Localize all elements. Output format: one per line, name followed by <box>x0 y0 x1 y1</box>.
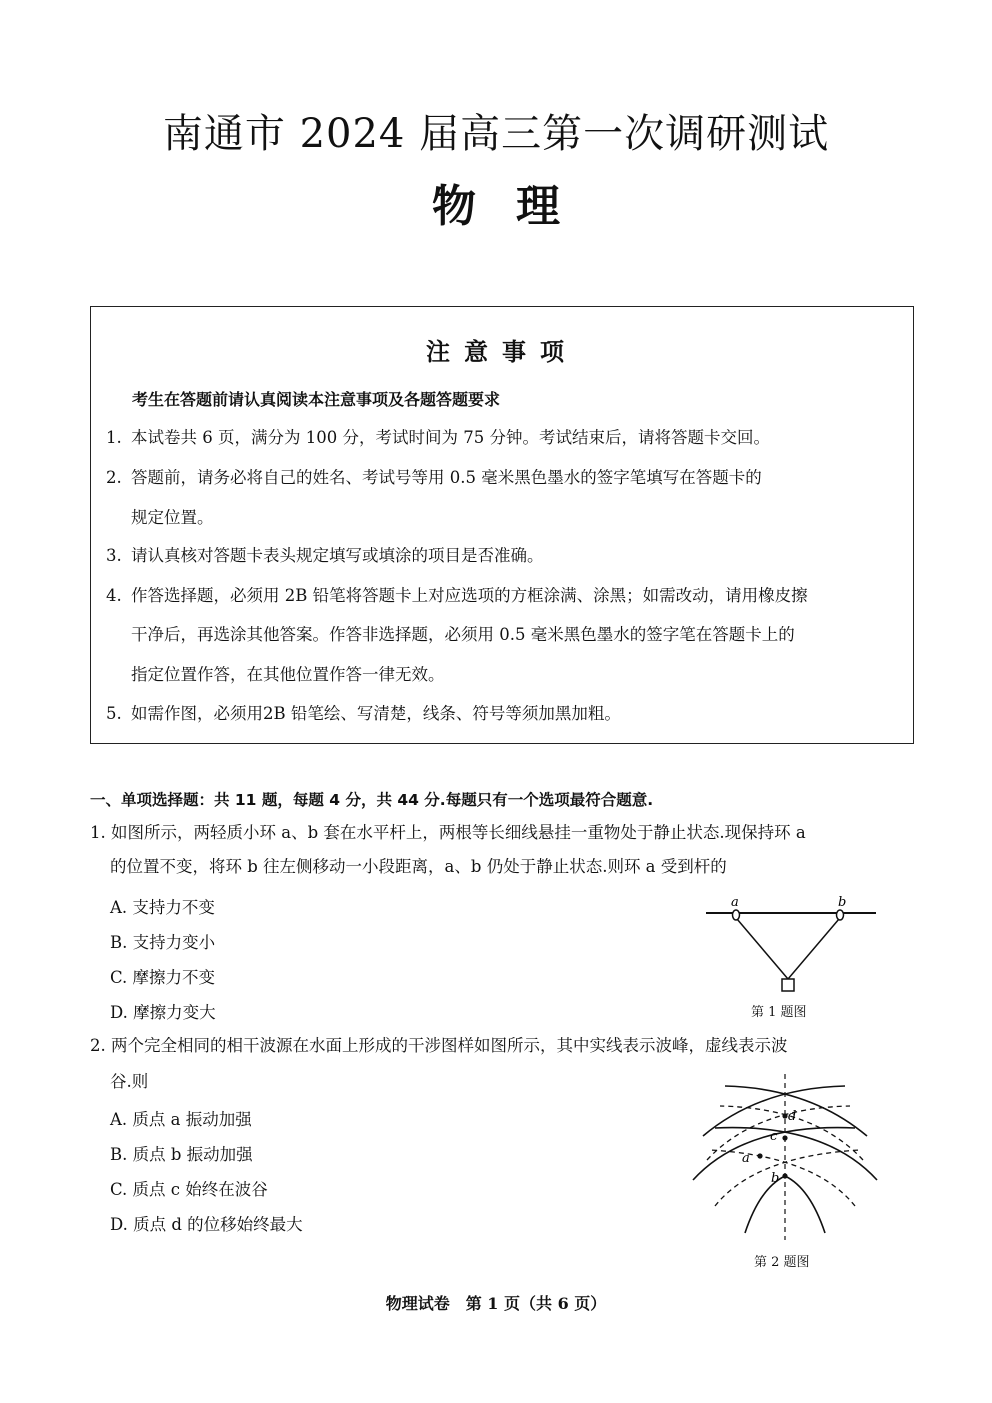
notice-intro: 考生在答题前请认真阅读本注意事项及各题答题要求 <box>132 390 501 409</box>
question-stem-line: 2. 两个完全相同的相干波源在水面上形成的干涉图样如图所示，其中实线表示波峰，虚线表示波 <box>90 1036 788 1055</box>
figure-1-rod-rings-weight <box>700 893 880 993</box>
point-c <box>782 1135 787 1140</box>
notice-line <box>106 665 445 685</box>
notice-line-text: 答题前，请务必将自己的姓名、考试号等用 0.5 毫米黑色墨水的签字笔填写在答题卡的 <box>131 468 762 487</box>
notice-line-text: 如需作图，必须用2B 铅笔绘、写清楚，线条、符号等须加黑加粗。 <box>131 704 621 723</box>
notice-line-number: 3. <box>106 546 122 565</box>
crest-line <box>715 1128 877 1180</box>
notice-line <box>106 546 544 566</box>
exam-title: 南通市 2024 届高三第一次调研测试 <box>162 111 830 157</box>
subject-title: 物理 <box>432 181 600 232</box>
option-b: B. 质点 b 振动加强 <box>110 1145 253 1164</box>
notice-line-number: 1. <box>106 428 122 447</box>
figure-caption: 第 2 题图 <box>754 1255 810 1270</box>
notice-line <box>106 704 621 724</box>
string-left <box>737 919 788 979</box>
notice-title: 注意事项 <box>426 338 578 366</box>
point-d <box>782 1113 787 1118</box>
question-stem-line: 的位置不变，将环 b 往左侧移动一小段距离，a、b 仍处于静止状态.则环 a 受到杆的 <box>110 857 727 876</box>
label-b: b <box>838 895 847 910</box>
option-a: A. 支持力不变 <box>110 898 215 917</box>
notice-line <box>106 508 214 528</box>
notice-line-text: 指定位置作答，在其他位置作答一律无效。 <box>131 665 445 684</box>
section-heading: 一、单项选择题：共 11 题，每题 4 分，共 44 分.每题只有一个选项最符合题意. <box>90 791 654 809</box>
question-stem-line: 1. 如图所示，两轻质小环 a、b 套在水平杆上，两根等长细线悬挂一重物处于静止状态.现保持环 a <box>90 823 806 842</box>
notice-line-number: 4. <box>106 586 122 605</box>
hanging-weight <box>782 979 794 991</box>
notice-line-text: 规定位置。 <box>131 508 214 527</box>
notice-line-text: 作答选择题，必须用 2B 铅笔将答题卡上对应选项的方框涂满、涂黑；如需改动，请用橡皮擦 <box>131 586 808 605</box>
label-c: c <box>770 1129 778 1144</box>
notice-line-number: 5. <box>106 704 122 723</box>
page-footer: 物理试卷 第 1 页（共 6 页） <box>385 1294 607 1313</box>
notice-line-text: 本试卷共 6 页，满分为 100 分，考试时间为 75 分钟。考试结束后，请将答题卡交回。 <box>131 428 770 447</box>
question-stem-line: 谷.则 <box>110 1072 149 1091</box>
option-a: A. 质点 a 振动加强 <box>110 1110 252 1129</box>
notice-line-text: 请认真核对答题卡表头规定填写或填涂的项目是否准确。 <box>131 546 544 565</box>
ring-b <box>837 910 844 920</box>
figure-caption: 第 1 题图 <box>751 1005 807 1020</box>
label-a: a <box>731 895 739 910</box>
option-c: C. 摩擦力不变 <box>110 968 216 987</box>
option-b: B. 支持力变小 <box>110 933 216 952</box>
point-b <box>782 1173 787 1178</box>
point-a <box>757 1153 762 1158</box>
label-b: b <box>771 1171 780 1186</box>
crest-line <box>785 1176 825 1233</box>
figure-2-interference-pattern <box>685 1068 885 1246</box>
notice-line <box>106 428 770 448</box>
notice-line <box>106 468 762 488</box>
label-d: d <box>788 1109 797 1124</box>
ring-a <box>733 910 740 920</box>
label-a: a <box>742 1151 750 1166</box>
notice-line-number: 2. <box>106 468 122 487</box>
notice-line <box>106 586 808 606</box>
option-d: D. 摩擦力变大 <box>110 1003 216 1022</box>
notice-line-text: 干净后，再选涂其他答案。作答非选择题，必须用 0.5 毫米黑色墨水的签字笔在答题卡上的 <box>131 625 795 644</box>
notice-line <box>106 625 795 645</box>
option-d: D. 质点 d 的位移始终最大 <box>110 1215 303 1234</box>
option-c: C. 质点 c 始终在波谷 <box>110 1180 268 1199</box>
string-right <box>788 919 839 979</box>
